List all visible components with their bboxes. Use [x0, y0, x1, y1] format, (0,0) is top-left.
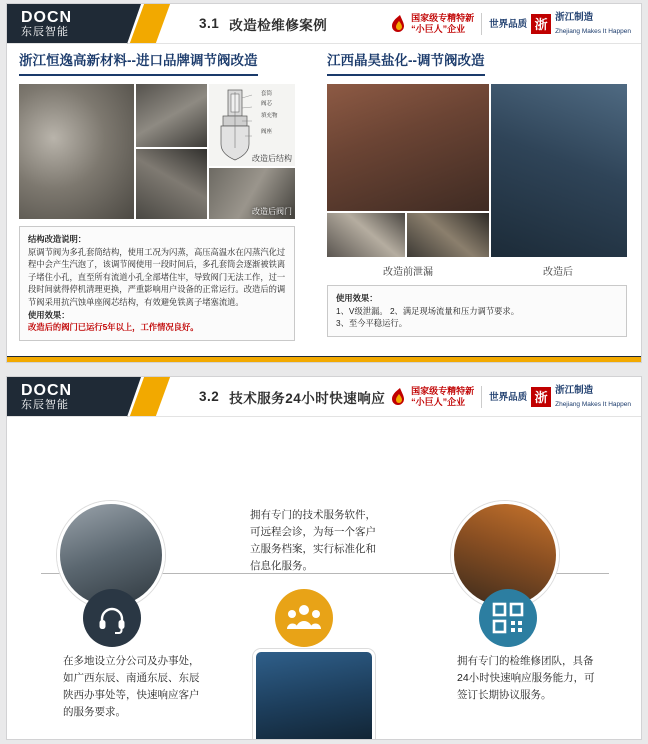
- diagram-note-2: 阀芯: [261, 101, 273, 107]
- photo-valve-after: [209, 168, 295, 219]
- quality-badge-2: [489, 383, 631, 410]
- qr-code-icon: [479, 589, 537, 647]
- case-left-effect-body: 改造后的阀门已运行5年以上，工作情况良好。: [28, 322, 199, 333]
- case-right: [327, 52, 627, 337]
- caption-before: 改造前泄漏: [383, 267, 433, 278]
- slide-1-title-text: 改造检维修案例: [229, 17, 328, 33]
- brand-logo-cn-2: 东辰智能: [21, 398, 69, 411]
- service-item-3-text: 在多地设立分公司及办事处，如广西东辰、南通东辰、东辰陕西办事处等，快速响应客户的服务要求。: [63, 655, 200, 718]
- caption-after: 改造后: [543, 267, 573, 278]
- quality-badge-line1-2: 世界品质: [489, 392, 528, 403]
- slide-2-header: [7, 377, 641, 417]
- award-badge-text: [411, 13, 474, 35]
- slide-1-title: [163, 4, 389, 43]
- award-badge-line1: 国家级专精特新: [411, 12, 475, 23]
- award-badge-2: [389, 386, 474, 408]
- slide-1-number: 3.1: [199, 16, 220, 31]
- zhejiang-mark-icon-2: 浙: [531, 387, 551, 407]
- case-right-note-line-2: 3、至今平稳运行。: [336, 318, 407, 329]
- photo-valve-installed: [491, 84, 627, 257]
- quality-badge-text-2b: [555, 383, 631, 410]
- slide-2: [6, 376, 642, 740]
- case-left-note: [19, 226, 295, 341]
- case-right-heading: 江西晶昊盐化--调节阀改造: [327, 53, 485, 76]
- quality-badge-line1: 世界品质: [489, 19, 528, 30]
- case-right-note-line-1: 1、V级泄漏。 2、满足现场流量和压力调节要求。: [336, 305, 520, 316]
- case-right-heading-wrap: [327, 52, 627, 76]
- zhejiang-mark-icon: 浙: [531, 14, 551, 34]
- quality-badge: [489, 10, 631, 37]
- slide-2-body: [7, 417, 641, 740]
- diagram-note-3: 填充物: [261, 113, 278, 119]
- photo-technician: [253, 649, 375, 740]
- quality-badge-text: [489, 17, 527, 30]
- quality-badge-line2: 浙江制造: [555, 12, 594, 23]
- case-left-photos: [19, 84, 295, 219]
- photo-valve-part-1: [136, 84, 207, 147]
- diagram-caption: 改造后结构: [252, 154, 292, 163]
- photo-seal-face: [327, 213, 405, 257]
- case-right-note-title: 使用效果：: [336, 293, 378, 303]
- diagram-valve-structure: [209, 84, 295, 166]
- slide-1-header: [7, 4, 641, 44]
- slide-2-title-text: 技术服务24小时快速响应: [229, 390, 386, 406]
- case-left: [19, 52, 315, 341]
- diagram-note-1: 套筒: [261, 91, 273, 97]
- quality-badge-sub: Zhejiang Makes It Happen: [555, 28, 631, 35]
- brand-logo: [7, 4, 127, 43]
- brand-logo-2: [7, 377, 127, 416]
- service-item-2-text: 拥有专门的检维修团队，具备24小时快速响应服务能力，可签订长期协议服务。: [457, 655, 595, 701]
- header-divider: [481, 13, 482, 35]
- quality-badge-text-2: [555, 10, 631, 37]
- quality-badge-sub-2: Zhejiang Makes It Happen: [555, 401, 631, 408]
- header-divider-2: [481, 386, 482, 408]
- case-left-effect-title: 使用效果：: [28, 309, 70, 320]
- award-badge-line1-2: 国家级专精特新: [411, 385, 475, 396]
- brand-logo-en: DOCN: [21, 8, 73, 26]
- slide-1: [6, 3, 642, 363]
- case-left-heading-wrap: [19, 52, 315, 76]
- case-right-note: [327, 285, 627, 337]
- diagram-note-4: 阀座: [261, 129, 273, 135]
- slide-2-title: [163, 377, 389, 416]
- case-right-captions: [327, 263, 627, 278]
- header-badges: [389, 4, 641, 43]
- award-badge-text-2: [411, 386, 474, 408]
- photo-gasket: [407, 213, 489, 257]
- flame-icon: [389, 14, 407, 34]
- team-icon: [275, 589, 333, 647]
- award-badge-line2-2: “小巨人”企业: [411, 396, 466, 407]
- photo-site-work: [327, 84, 489, 211]
- service-item-1-text: 拥有专门的技术服务软件，可远程会诊，为每一个客户立服务档案，实行标准化和信息化服务。: [250, 509, 376, 572]
- case-right-photos: [327, 84, 627, 259]
- valve-structure-drawing: [215, 88, 255, 162]
- slide-1-body: [7, 44, 641, 357]
- photo-valve-part-2: [136, 149, 207, 219]
- brand-logo-en-2: DOCN: [21, 381, 73, 399]
- flame-icon-2: [389, 387, 407, 407]
- slide-1-footer-rule: [7, 357, 641, 362]
- award-badge: [389, 13, 474, 35]
- case-left-heading: 浙江恒逸高新材料--进口品牌调节阀改造: [19, 53, 258, 76]
- quality-badge-line2-2: 浙江制造: [555, 385, 594, 396]
- award-badge-line2: “小巨人”企业: [411, 23, 466, 34]
- case-left-note-title: 结构改造说明：: [28, 234, 87, 244]
- headset-icon: [83, 589, 141, 647]
- case-left-note-body: 原调节阀为多孔套筒结构，使用工况为闪蒸，高压高温水在闪蒸汽化过程中会产生汽泡了，该调节阀使用一段时间后，多孔套筒会逐渐被铁离子堵住小孔，直至所有流道小孔全部堵住牢，导致阀门无法工作，过一段时间就得停机清理更换，严重影响用户设备的正常运行。改造后的调节阀采用抗汽蚀单座阀芯结构，有效避免铁离子堵塞流道。: [28, 246, 286, 307]
- photo-valve-body: [19, 84, 134, 219]
- quality-badge-text-2a: [489, 390, 527, 403]
- photo-valve-after-caption: 改造后阀门: [252, 207, 292, 216]
- brand-logo-cn: 东辰智能: [21, 25, 69, 38]
- slide-2-number: 3.2: [199, 389, 220, 404]
- header-badges-2: [389, 377, 641, 416]
